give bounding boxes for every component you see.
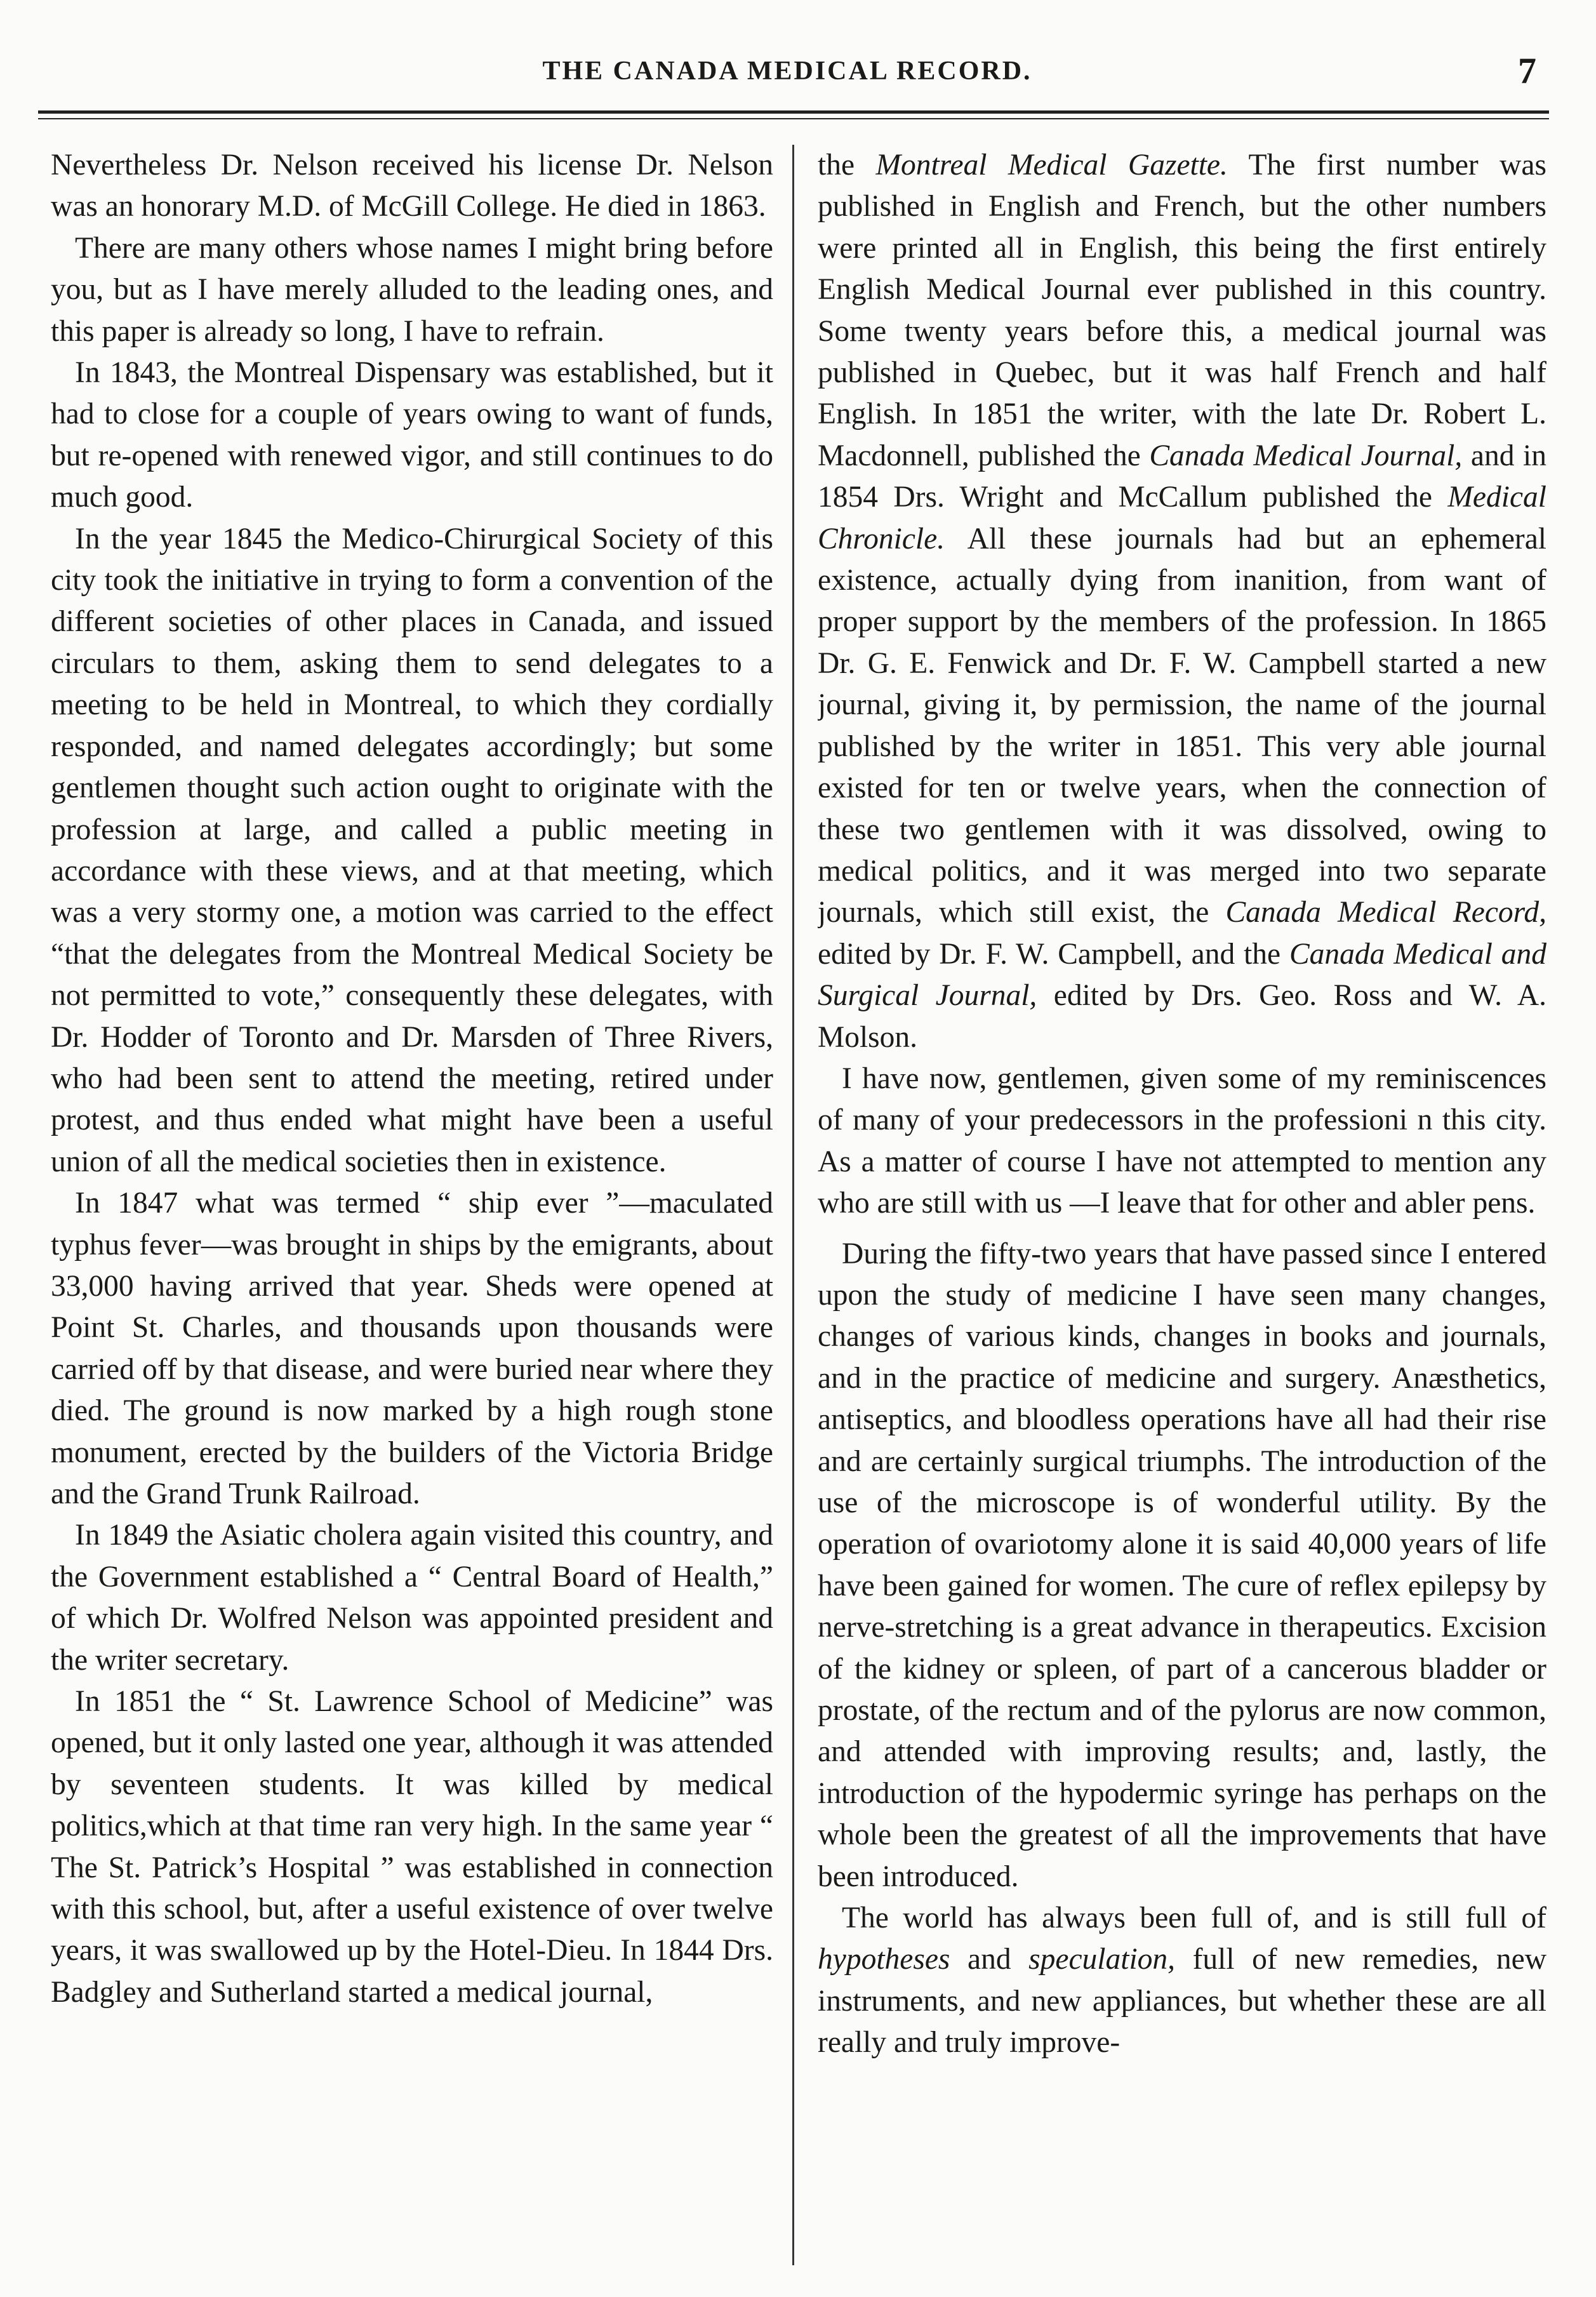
text-run: the (818, 149, 876, 182)
paragraph: There are many others whose names I might bring before you, but as I have merely alluded to the leading ones, and this paper is already so long, I have to refrain. (51, 231, 773, 348)
left-column (51, 145, 773, 2278)
paragraph: In 1847 what was termed “ ship ever ”—maculated typhus fever—was brought in ships by the emigrants, about 33,000 having arrived that year. Sheds were opened at Point St. Charles, and thousands upon thousands were carried off by that disease, and were buried near where they died. The ground is now marked by a high rough stone monument, erected by the builders of the Victoria Bridge and the Grand Trunk Railroad. (51, 1187, 773, 1510)
journal-name: Medical Chronicle. (818, 481, 1546, 556)
paragraph: In 1849 the Asiatic cholera again visited this country, and the Government established a “ Central Board of Health,” of which Dr. Wolfred Nelson was appointed president and the writer secretary. (51, 1519, 773, 1677)
text-run: All these journals had but an ephemeral existence, actually dying from inanition, from want of proper support by the members of the profession. In 1865 Dr. G. E. Fenwick and Dr. F. W. Campbell started a new journal, giving it, by permission, the name of the journal published by the writer in 1851. This very able journal existed for ten or twelve years, when the connection of these two gentlemen with it was dissolved, owing to medical politics, and it was merged into two separate journals, which still exist, the (818, 522, 1546, 929)
text-run: edited by Dr. F. W. Campbell, and the (818, 937, 1289, 971)
page-header (38, 44, 1536, 102)
emphasis: speculation, (1028, 1943, 1176, 1976)
journal-name: Montreal Medical Gazette. (875, 149, 1228, 182)
header-rule-thick (38, 110, 1549, 114)
page-number: 7 (1518, 50, 1536, 91)
paragraph (818, 145, 1546, 1058)
paragraph (818, 1898, 1546, 2064)
journal-title: THE CANADA MEDICAL RECORD. (542, 57, 1032, 86)
text-run: and in 1854 Drs. Wright and McCallum published the (818, 439, 1546, 514)
journal-name: Canada Medical Journal, (1149, 439, 1463, 472)
emphasis: hypotheses (818, 1943, 950, 1976)
journal-name: Canada Medical and Surgical Journal, (818, 937, 1546, 1013)
paragraph: In 1851 the “ St. Lawrence School of Medicine” was opened, but it only lasted one year, although it was attended by seventeen students. It was killed by medical politics,which at that time ran very high. In the same year “ The St. Patrick’s Hospital ” was established in connection with this school, but, after a useful existence of over twelve years, it was swallowed up by the Hotel-Dieu. In 1844 Drs. Badgley and Sutherland started a medical journal, (51, 1685, 773, 2009)
text-run: full of new remedies, new instruments, and new appliances, but whether these are all really and truly improve- (818, 1943, 1546, 2060)
text-run: and (950, 1943, 1029, 1976)
paragraph: In the year 1845 the Medico-Chirurgical Society of this city took the initiative in trying to form a convention of the different societies of other places in Canada, and issued circulars to them, asking them to send delegates to a meeting to be held in Montreal, to which they cordially responded, and named delegates accordingly; but some gentlemen thought such action ought to originate with the profession at large, and called a public meeting in accordance with these views, and at that meeting, which was a very stormy one, a motion was carried to the effect “that the delegates from the Montreal Medical Society be not permitted to vote,” consequently these delegates, with Dr. Hodder of Toronto and Dr. Marsden of Three Rivers, who had been sent to attend the meeting, retired under protest, and thus ended what might have been a useful union of all the medical societies then in existence. (51, 522, 773, 1178)
paragraph: I have now, gentlemen, given some of my reminiscences of many of your predecessors in the professioni n this city. As a matter of course I have not attempted to mention any who are still with us —I leave that for other and abler pens. (818, 1062, 1546, 1220)
text-run: edited by Drs. Geo. Ross and W. A. Molson. (818, 979, 1546, 1054)
header-rule-thin (38, 118, 1549, 119)
journal-name: Canada Medical Record, (1225, 896, 1546, 929)
paragraph: In 1843, the Montreal Dispensary was established, but it had to close for a couple of years owing to want of funds, but re-opened with renewed vigor, and still continues to do much good. (51, 356, 773, 514)
paragraph: Nevertheless Dr. Nelson received his license Dr. Nelson was an honorary M.D. of McGill College. He died in 1863. (51, 149, 773, 223)
column-divider (792, 145, 794, 2265)
right-column (818, 145, 1546, 2278)
paragraph: During the fifty-two years that have passed since I entered upon the study of medicine I have seen many changes, changes of various kinds, changes in books and journals, and in the practice of medicine and surgery. Anæsthetics, antiseptics, and bloodless operations have all had their rise and are certainly surgical triumphs. The introduction of the use of the microscope is of wonderful utility. By the operation of ovariotomy alone it is said 40,000 years of life have been gained for women. The cure of reflex epilepsy by nerve-stretching is a great advance in therapeutics. Excision of the kidney or spleen, of part of a cancerous bladder or prostate, of the rectum and of the pylorus are now common, and attended with improving results; and, lastly, the introduction of the hypodermic syringe has perhaps on the whole been the greatest of all the improvements that have been introduced. (818, 1237, 1546, 1893)
text-run: The first number was published in English and French, but the other numbers were printed all in English, this being the first entirely English Medical Journal ever published in this country. Some twenty years before this, a medical journal was published in Quebec, but it was half French and half English. In 1851 the writer, with the late Dr. Robert L. Macdonnell, published the (818, 149, 1546, 472)
text-run: The world has always been full of, and is still full of (842, 1901, 1546, 1935)
